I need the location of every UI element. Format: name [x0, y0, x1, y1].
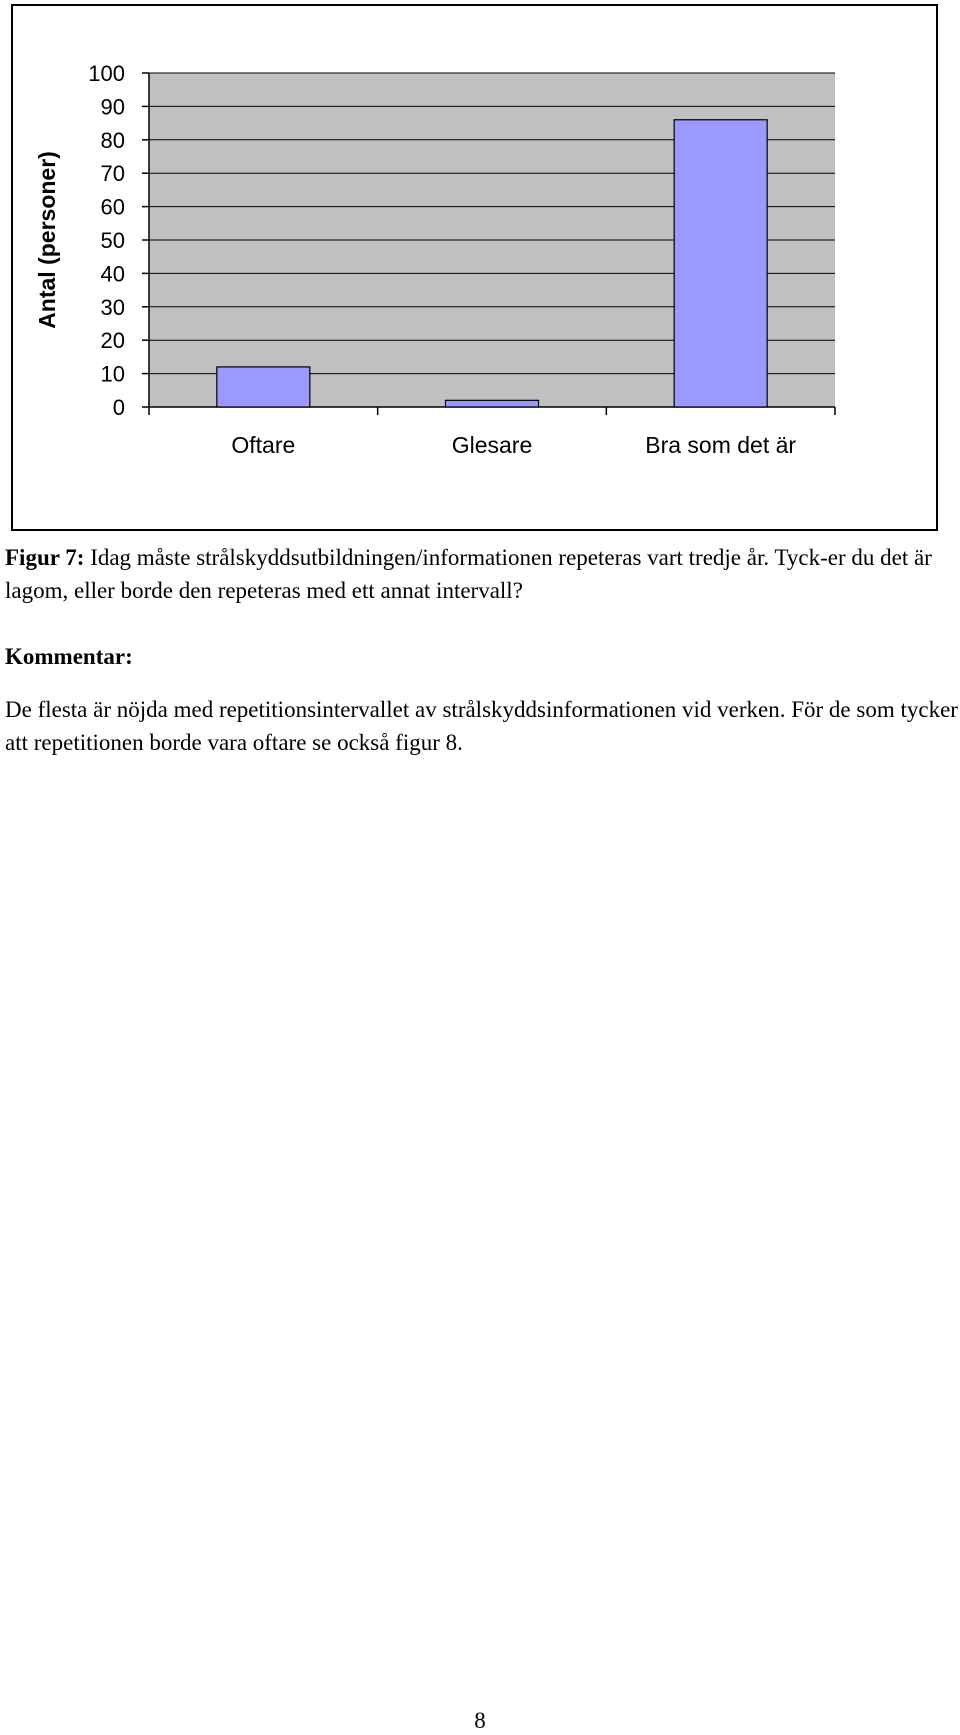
bar — [217, 367, 310, 407]
y-tick-label: 20 — [100, 328, 125, 354]
y-tick-label: 50 — [100, 228, 125, 253]
y-tick-label: 10 — [100, 361, 125, 387]
figure-label: Figur 7: — [5, 545, 85, 570]
bar-chart — [11, 4, 938, 531]
y-tick-label: 100 — [88, 61, 125, 86]
y-tick-label: 30 — [100, 294, 125, 320]
comment-heading: Kommentar: — [5, 644, 133, 669]
y-tick-label: 60 — [100, 194, 125, 220]
chart-canvas — [13, 6, 936, 529]
y-tick-label: 40 — [100, 261, 125, 287]
page-number: 8 — [474, 1708, 486, 1733]
x-category-label: Oftare — [231, 432, 296, 458]
bar — [674, 120, 767, 407]
y-tick-label: 0 — [112, 395, 125, 420]
x-category-label: Glesare — [451, 432, 533, 458]
x-category-label: Bra som det är — [645, 432, 797, 458]
y-axis-title: Antal (personer) — [34, 151, 60, 329]
bar — [446, 400, 539, 407]
comment-body: De flesta är nöjda med repetitionsintervallet av strålskyddsinformationen vid verken. För de som tycker att repetitionen borde vara oftare se också figur 8. — [5, 697, 958, 755]
y-tick-label: 80 — [100, 127, 125, 153]
figure-caption — [5, 541, 953, 607]
y-tick-label: 70 — [100, 161, 125, 187]
y-tick-label: 90 — [100, 94, 125, 120]
figure-caption-text: Idag måste strålskyddsutbildningen/informationen repeteras vart tredje år. Tyck-er du det är lagom, eller borde den repeteras med ett annat intervall? — [5, 545, 932, 603]
